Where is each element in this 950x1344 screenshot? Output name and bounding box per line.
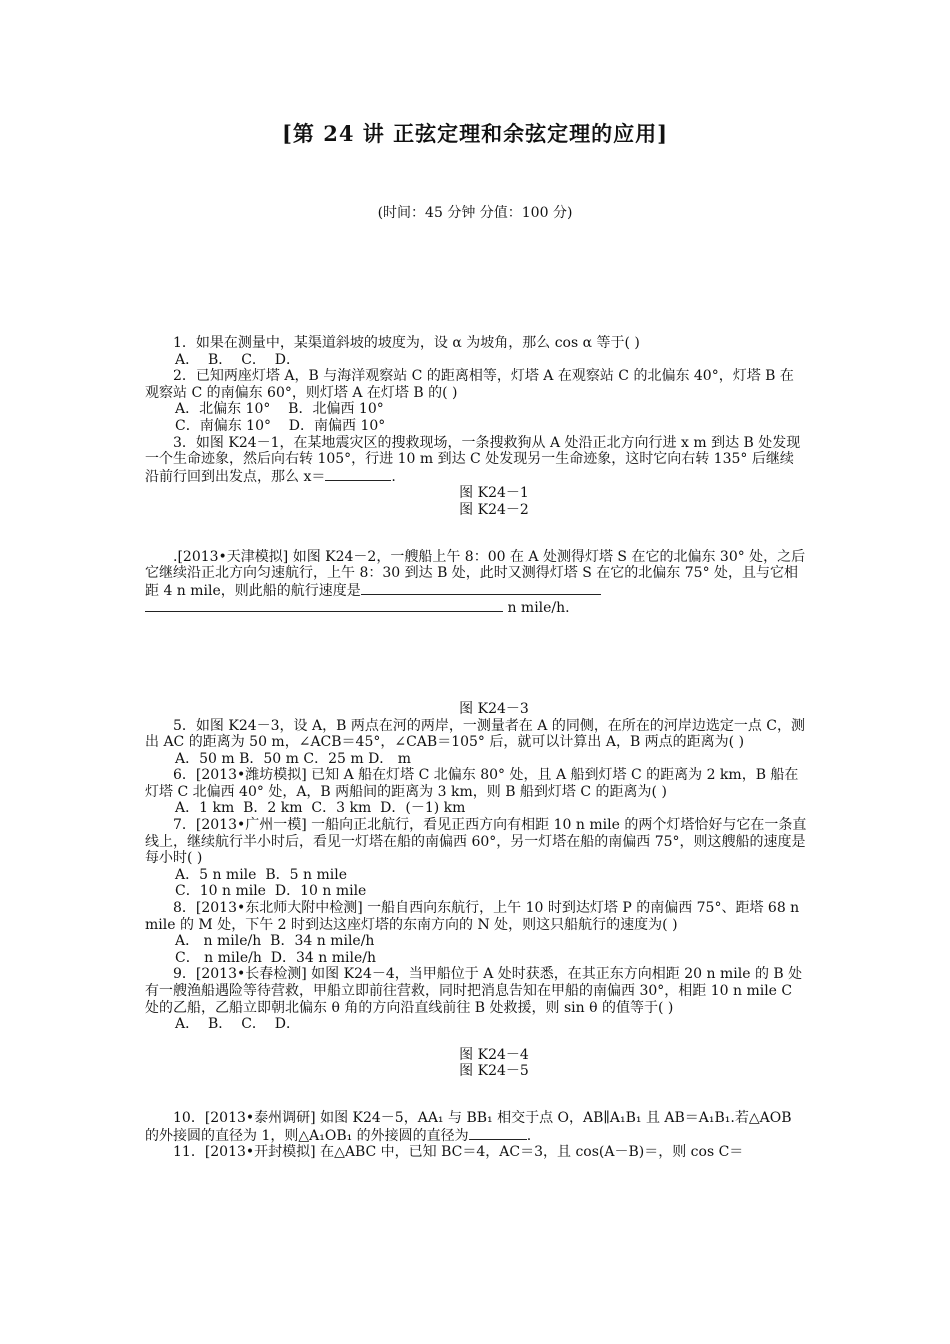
answer-blank [325, 468, 391, 481]
exam-meta: (时间：45 分钟 分值：100 分) [377, 205, 573, 221]
question-4-unit: n mile/h. [503, 600, 570, 617]
figure-space [145, 519, 807, 549]
question-3-end: . [391, 468, 396, 485]
figure-space [145, 1080, 807, 1110]
question-9-options: A． B． C． D． [175, 1016, 301, 1033]
question-10-text: 10．[2013•泰州调研] 如图 K24－5，AA₁ 与 BB₁ 相交于点 O，AB∥A₁B₁ 且 AB＝A₁B₁.若△AOB 的外接圆的直径为 1，则△A₁OB₁ 的外接圆的直径为 [145, 1109, 792, 1144]
question-9: 9．[2013•长春检测] 如图 K24－4，当甲船位于 A 处时获悉，在其正东方向相距 20 n mile 的 B 处有一艘渔船遇险等待营救，甲船立即前往营救，同时把消息告知在甲船的南偏西 30°，相距 10 n mile C 处的乙船，乙船立即朝北偏东 θ 角的方向沿直线前往 B 处救援，则 sin θ 的值等于( ) [145, 966, 803, 1016]
figure-caption-k24-1: 图 K24－1 [459, 485, 529, 502]
answer-blank [361, 582, 601, 595]
question-3 [145, 435, 807, 486]
question-10-end: . [526, 1127, 532, 1144]
question-2: 2．已知两座灯塔 A，B 与海洋观察站 C 的距离相等，灯塔 A 在观察站 C 的北偏东 40°，灯塔 B 在观察站 C 的南偏东 60°，则灯塔 A 在灯塔 B 的( ) [145, 368, 794, 401]
figure-caption-k24-5: 图 K24－5 [459, 1063, 529, 1080]
question-2-options-1: A．北偏东 10° B．北偏西 10° [175, 401, 384, 418]
question-8: 8．[2013•东北师大附中检测] 一船自西向东航行，上午 10 时到达灯塔 P 的南偏西 75°、距塔 68 n mile 的 M 处，下午 2 时到达这座灯塔的东南方向的 N 处，则这只船航行的速度为( ) [145, 900, 800, 933]
question-5: 5．如图 K24－3，设 A，B 两点在河的两岸，一测量者在 A 的同侧，在所在的河岸边选定一点 C，测出 AC 的距离为 50 m，∠ACB＝45°，∠CAB＝105° 后，就可以计算出 A，B 两点的距离为( ) [145, 717, 806, 751]
question-8-options-2: C． n mile/h D．34 n mile/h [175, 949, 376, 966]
question-2-options-2: C．南偏东 10° D．南偏西 10° [175, 417, 386, 434]
question-7-options-1: A．5 n mile B．5 n mile [175, 866, 347, 883]
question-6: 6．[2013•潍坊模拟] 已知 A 船在灯塔 C 北偏东 80° 处，且 A 船到灯塔 C 的距离为 2 km，B 船在灯塔 C 北偏西 40° 处，A，B 两船间的距离为 3 km，则 B 船到灯塔 C 的距离为( ) [145, 767, 799, 800]
question-8-options-1: A． n mile/h B．34 n mile/h [175, 933, 375, 950]
figure-caption-k24-2: 图 K24－2 [459, 501, 529, 518]
question-7-options-2: C．10 n mile D．10 n mile [175, 883, 367, 900]
question-4-tail [145, 599, 807, 617]
question-1: 1．如果在测量中，某渠道斜坡的坡度为，设 α 为坡角，那么 cos α 等于( ) [173, 335, 640, 351]
answer-blank [469, 1127, 527, 1140]
question-4-text: .[2013•天津模拟] 如图 K24－2，一艘船上午 8：00 在 A 处测得灯塔 S 在它的北偏东 30° 处，之后它继续沿正北方向匀速航行，上午 8：30 到达 B 处，此时又测得灯塔 S 在它的北偏东 75° 处，且与它相距 4 n mile，则此船的航行速度是 [145, 548, 806, 599]
question-10 [145, 1110, 807, 1144]
question-4 [145, 549, 807, 600]
answer-blank [145, 599, 503, 612]
question-list [145, 335, 807, 1161]
figure-caption-k24-3: 图 K24－3 [459, 700, 529, 717]
question-1-options: A． B． C． D． [175, 351, 301, 368]
question-3-text: 3．如图 K24－1，在某地震灾区的搜救现场，一条搜救狗从 A 处沿正北方向行进 x m 到达 B 处发现一个生命迹象，然后向右转 105°，行进 10 m 到达 C 处发现另一生命迹象，这时它向右转 135° 后继续沿前行回到出发点，那么 x＝ [145, 434, 801, 485]
question-11: 11．[2013•开封模拟] 在△ABC 中，已知 BC＝4，AC＝3，且 cos(A－B)＝，则 cos C＝ [173, 1144, 744, 1161]
figure-space [145, 617, 807, 701]
page-title: [第 24 讲 正弦定理和余弦定理的应用] [281, 121, 669, 146]
question-7: 7．[2013•广州一模] 一船向正北航行，看见正西方向有相距 10 n mile 的两个灯塔恰好与它在一条直线上，继续航行半小时后，看见一灯塔在船的南偏西 60°，另一灯塔在船的南偏西 75°，则这艘船的速度是每小时( ) [145, 817, 807, 867]
question-6-options: A．1 km B．2 km C．3 km D．(－1) km [175, 800, 466, 817]
figure-caption-k24-4: 图 K24－4 [459, 1046, 529, 1063]
question-5-options: A．50 m B．50 m C．25 m D． m [175, 750, 412, 767]
figure-space [145, 1033, 807, 1047]
